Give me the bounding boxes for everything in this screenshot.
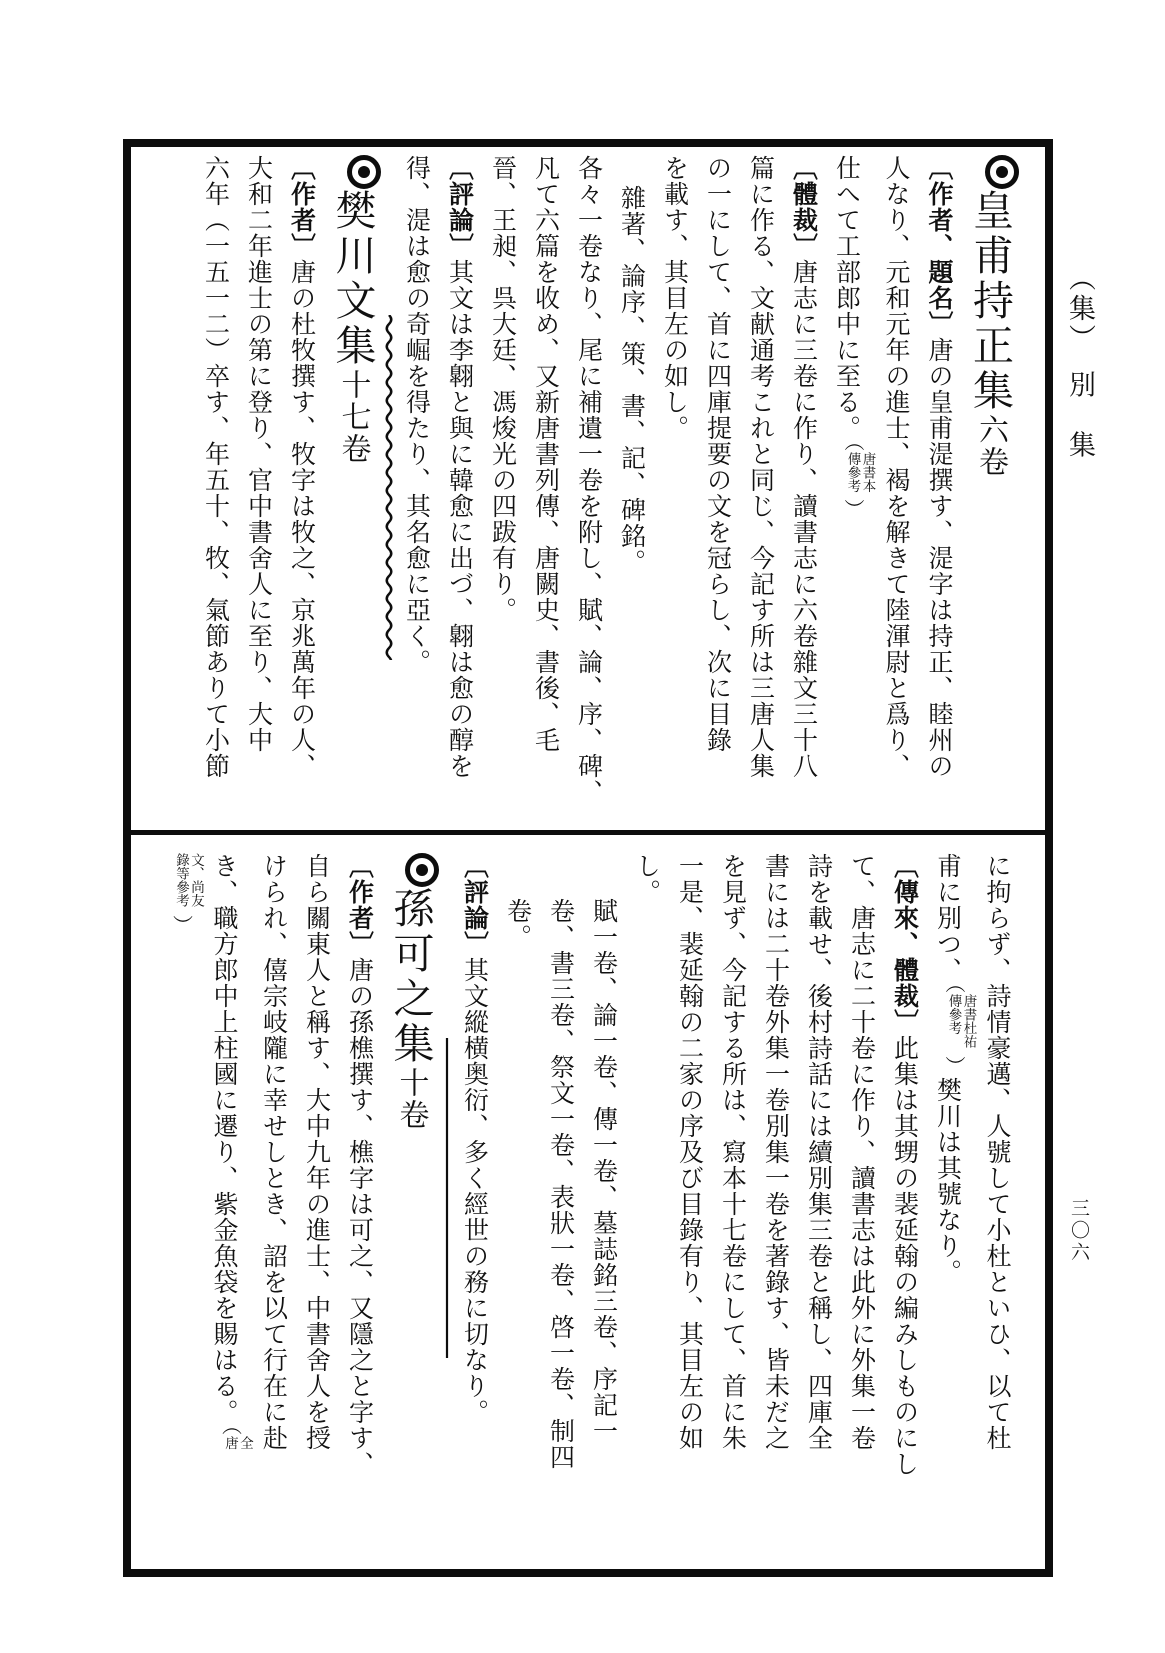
annotation-close-paren: ） <box>942 1056 966 1077</box>
body-text: し。 <box>632 853 662 905</box>
annotation-close-paren: ） <box>169 915 194 936</box>
section-label: 〔體裁〕 <box>789 155 819 259</box>
volume-count: 十卷 <box>393 1067 429 1131</box>
text-column <box>439 155 482 830</box>
text-column <box>525 155 568 830</box>
body-text: 唐志に三卷に作り、讀書志に六卷雜文三十八 <box>789 259 819 779</box>
text-column <box>927 853 977 1569</box>
text-column <box>654 155 697 830</box>
inline-annotation <box>940 983 977 1077</box>
annotation-open-paren: （ <box>942 983 966 994</box>
text-column <box>396 155 439 830</box>
body-text: き、職方郎中上柱國に遷り、紫金魚袋を賜はる。 <box>210 853 239 1425</box>
annotation-text: 文、尚友錄等參考 <box>173 853 204 907</box>
section-label: 〔傳來、體裁〕 <box>890 853 920 1035</box>
text-column <box>841 853 884 1569</box>
straight-separator <box>440 853 454 1569</box>
body-text: 人なり、元和元年の進士、褐を解きて陸渾尉と爲り、 <box>882 155 911 779</box>
entry-bullet-icon <box>985 155 1019 189</box>
text-column <box>798 853 841 1569</box>
section-label: 〔作者〕 <box>345 853 375 957</box>
body-text: を載す、其目左の如し。 <box>660 155 690 441</box>
annotation-open-paren: （ <box>841 441 865 452</box>
text-column <box>583 853 626 1569</box>
text-column <box>884 853 927 1569</box>
inline-annotation <box>168 853 204 936</box>
text-column <box>296 853 339 1569</box>
body-text: 唐の孫樵撰す、樵字は可之、又隱之と字す、 <box>345 957 375 1477</box>
body-text: 篇に作る、文献通考これと同じ、今記す所は三唐人集 <box>746 155 776 779</box>
body-text: 唐の杜牧撰す、牧字は牧之、京兆萬年の人、 <box>287 259 317 779</box>
body-text: 樊川は其號なり。 <box>933 1077 963 1285</box>
entry-title-text: 孫可之集 <box>386 887 435 1067</box>
body-text: 晉、王昶、呉大廷、馮焌光の四跋有り。 <box>488 155 518 623</box>
volume-count: 六卷 <box>973 414 1008 478</box>
wavy-separator <box>382 155 396 830</box>
text-column <box>497 853 540 1569</box>
text-column <box>482 155 525 830</box>
body-text: 卷、書三卷、祭文一卷、表狀一卷、啓一卷、制四 <box>546 898 576 1470</box>
body-text: 得、湜は愈の奇崛を得たり、其名愈に亞く。 <box>402 155 432 675</box>
margin-category-header: （集） 別 集 <box>1064 264 1095 461</box>
text-column <box>281 155 324 830</box>
annotation-text: 唐書本傳參考 <box>844 452 876 493</box>
body-text: て、唐志に二十卷に作り、讀書志は此外に外集一卷 <box>847 853 877 1451</box>
inline-annotation <box>839 441 876 520</box>
body-text: の一にして、首に四庫提要の文を冠らし、次に目錄 <box>703 155 733 753</box>
entry-title-text: 樊川文集 <box>328 189 377 369</box>
body-text: 大和二年進士の第に登り、官中書舍人に至り、大中 <box>244 155 274 753</box>
text-frame <box>123 139 1053 1577</box>
text-column <box>740 155 783 830</box>
page-number: 三〇六 <box>1068 1198 1090 1264</box>
entry-title-column <box>961 155 1019 830</box>
body-text: 各々一卷なり、尾に補遺一卷を附し、賦、論、序、碑、 <box>574 155 604 805</box>
body-text: 此集は其甥の裴延翰の編みしものにし <box>890 1035 920 1477</box>
body-text: 其文は李翺と與に韓愈に出づ、翺は愈の醇を <box>445 259 475 779</box>
body-text: 仕へて工部郎中に至る。 <box>832 155 862 441</box>
text-column <box>195 155 238 830</box>
entry-bullet-icon <box>405 853 439 887</box>
text-column <box>611 155 654 830</box>
section-top <box>131 147 1045 830</box>
text-column <box>253 853 296 1569</box>
annotation-open-paren: （ <box>218 1425 243 1436</box>
body-text: 六年（一五一二）卒す、年五十、牧、氣節ありて小節 <box>201 155 231 779</box>
entry-title-column <box>324 155 382 830</box>
section-label: 〔作者〕 <box>287 155 317 259</box>
text-column <box>826 155 876 830</box>
body-text: けられ、僖宗岐隴に幸せしとき、詔を以て行在に赴 <box>259 853 289 1451</box>
annotation-text: 唐書杜祐傳參考 <box>945 994 977 1048</box>
text-column <box>339 853 382 1569</box>
entry-title-column <box>382 853 440 1569</box>
body-text: 唐の皇甫湜撰す、湜字は持正、睦州の <box>925 337 954 779</box>
text-column <box>568 155 611 830</box>
body-text: 書には二十卷外集一卷別集一卷を著錄す、皆未だ之 <box>761 853 791 1451</box>
text-column <box>160 853 203 1569</box>
section-bottom <box>131 835 1045 1569</box>
text-column <box>454 853 497 1569</box>
volume-count: 十七卷 <box>335 369 371 465</box>
section-label: 〔作者、題名〕 <box>925 155 954 337</box>
entry-bullet-icon <box>347 155 381 189</box>
text-column <box>540 853 583 1569</box>
body-text: 賦一卷、論一卷、傳一卷、墓誌銘三卷、序記一 <box>589 898 619 1444</box>
text-column <box>626 853 669 1569</box>
text-column <box>783 155 826 830</box>
body-text: 其文縱横奥衍、多く經世の務に切なり。 <box>460 957 490 1425</box>
annotation-text: 全唐 <box>222 1436 253 1450</box>
body-text: 凡て六篇を收め、又新唐書列傳、唐闕史、書後、毛 <box>531 155 561 753</box>
text-column <box>238 155 281 830</box>
body-text: を見ず、今記する所は、寫本十七卷にして、首に朱 <box>718 853 748 1451</box>
text-column <box>755 853 798 1569</box>
section-label: 〔評論〕 <box>445 155 475 259</box>
body-text: 卷。 <box>503 898 533 950</box>
section-label: 〔評論〕 <box>460 853 490 957</box>
text-column <box>918 155 961 830</box>
text-column <box>203 853 253 1569</box>
text-column <box>712 853 755 1569</box>
entry-title-text: 皇甫持正集 <box>966 189 1014 414</box>
body-text: に拘らず、詩情豪邁、人號して小杜といひ、以て杜 <box>983 853 1012 1451</box>
body-text: 雜著、論序、策、書、記、碑銘。 <box>617 185 647 575</box>
body-text: 自ら關東人と稱す、大中九年の進士、中書舍人を授 <box>302 853 332 1451</box>
inline-annotation <box>217 1425 253 1453</box>
text-column <box>875 155 918 830</box>
text-column <box>697 155 740 830</box>
annotation-close-paren: ） <box>841 499 865 520</box>
body-text: 甫に別つ、 <box>933 853 963 983</box>
body-text: 詩を載せ、後村詩話には續別集三卷と稱し、四庫全 <box>804 853 834 1451</box>
text-column <box>976 853 1019 1569</box>
text-column <box>669 853 712 1569</box>
body-text: 一是、裴延翰の二家の序及び目錄有り、其目左の如 <box>675 853 705 1451</box>
